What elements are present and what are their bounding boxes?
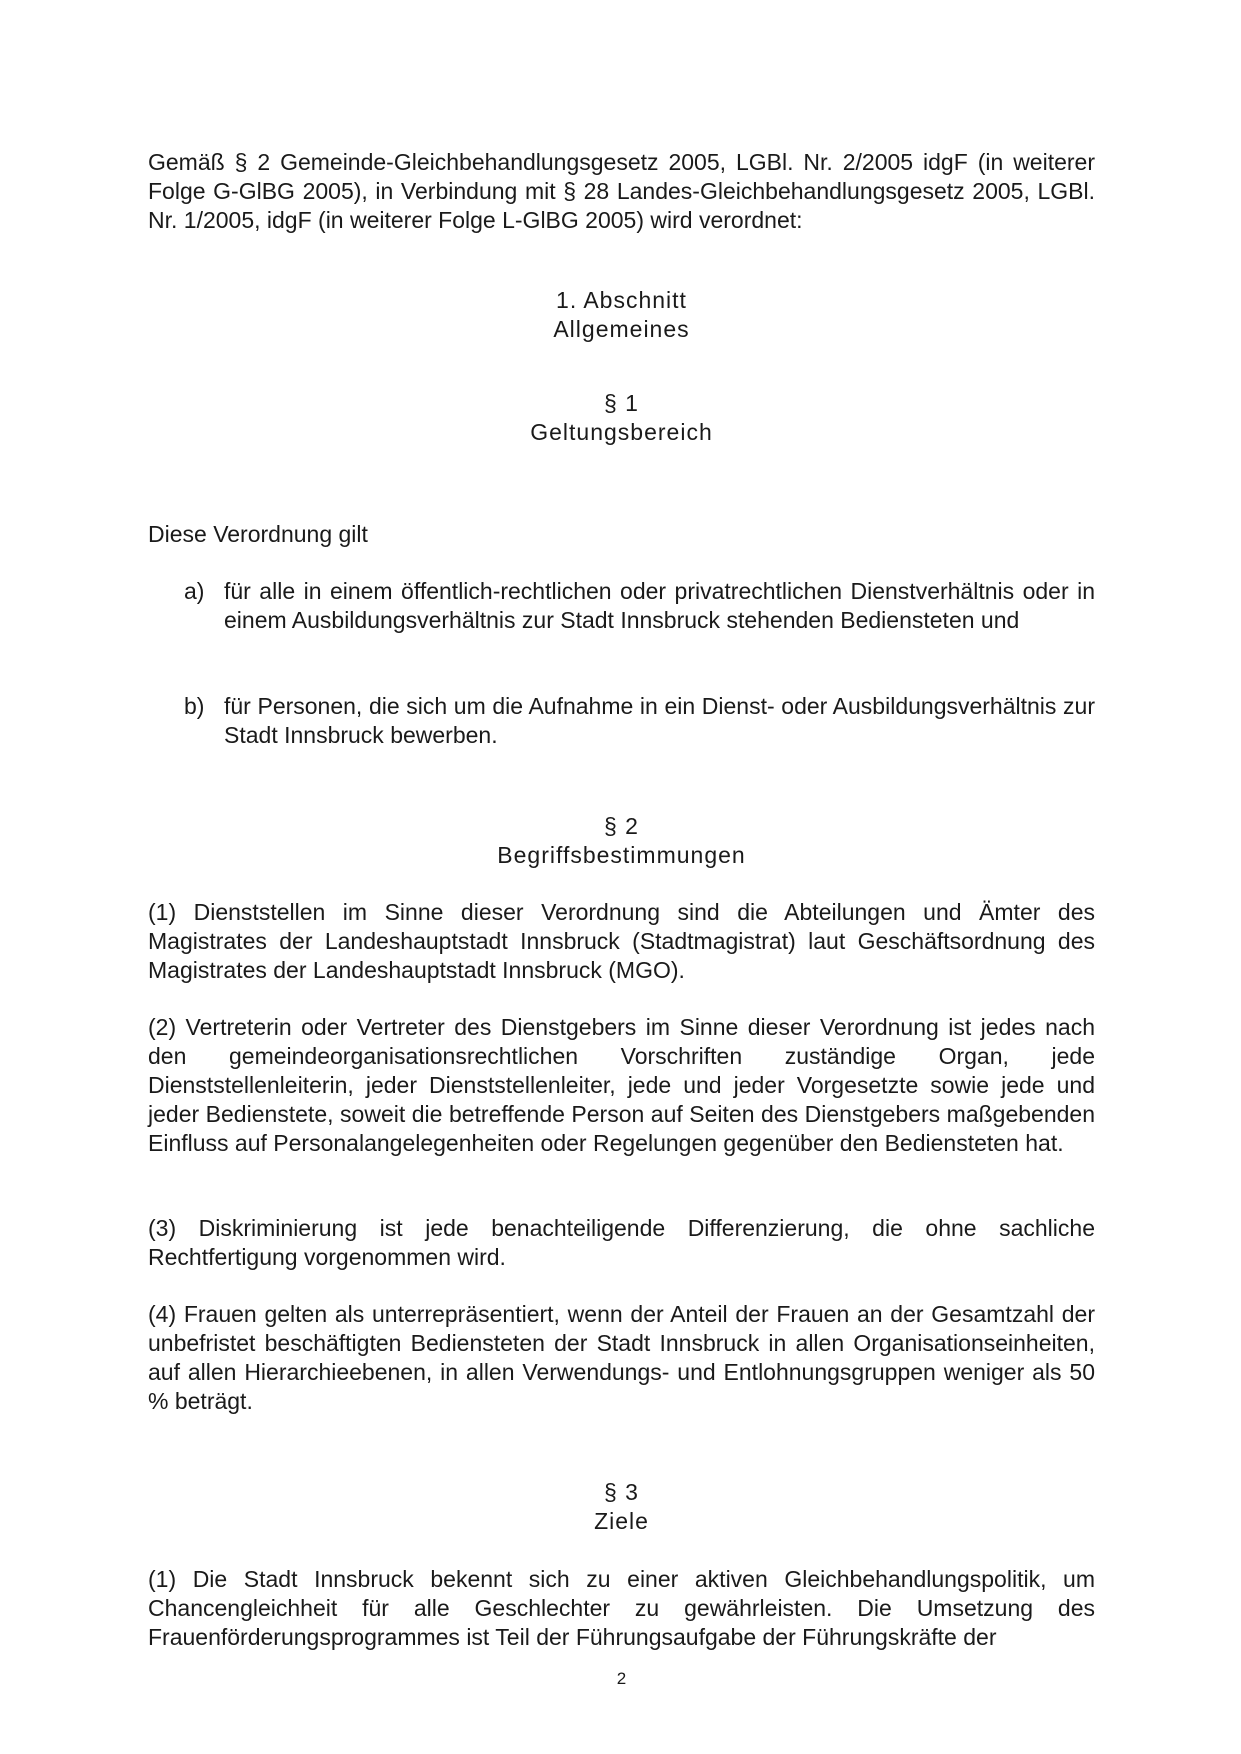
paragraph-heading-2 — [148, 812, 1095, 870]
list-text: für Personen, die sich um die Aufnahme in ein Dienst- oder Ausbildungsverhältnis zur Stadt Innsbruck bewerben. — [224, 693, 1095, 748]
section-heading — [148, 286, 1095, 344]
paragraph-number: § 3 — [604, 1479, 639, 1505]
list-marker: b) — [184, 693, 205, 719]
paragraph-title: Begriffsbestimmungen — [497, 842, 746, 868]
list-marker: a) — [184, 578, 205, 604]
paragraph-heading-1 — [148, 389, 1095, 447]
paragraph-heading-3 — [148, 1478, 1095, 1536]
section-title: Allgemeines — [553, 316, 690, 342]
clause-paragraph: (3) Diskriminierung ist jede benachteiligende Differenzierung, die ohne sachliche Rechtfertigung vorgenommen wird. — [148, 1215, 1095, 1270]
clause-paragraph: (1) Die Stadt Innsbruck bekennt sich zu einer aktiven Gleichbehandlungspolitik, um Chancengleichheit für alle Geschlechter zu gewährleisten. Die Umsetzung des Frauenförderungsprogrammes ist Teil der Führungsaufgabe der Führungskräfte der — [148, 1566, 1095, 1650]
page-number: 2 — [616, 1669, 627, 1688]
clause-paragraph: (2) Vertreterin oder Vertreter des Dienstgebers im Sinne dieser Verordnung ist jedes nach den gemeindeorganisationsrechtlichen Vorschriften zuständige Organ, jede Dienststellenleiterin, jeder Dienststellenleiter, jede und jeder Vorgesetzte sowie jede und jeder Bedienstete, soweit die betreffende Person auf Seiten des Dienstgebers maßgebenden Einfluss auf Personalangelegenheiten oder Regelungen gegenüber den Bediensteten hat. — [148, 1014, 1095, 1156]
section-number: 1. Abschnitt — [556, 287, 687, 313]
paragraph-title: Geltungsbereich — [530, 419, 713, 445]
scope-lead: Diese Verordnung gilt — [148, 521, 368, 547]
paragraph-title: Ziele — [594, 1508, 649, 1534]
clause-paragraph: (4) Frauen gelten als unterrepräsentiert, wenn der Anteil der Frauen an der Gesamtzahl der unbefristet beschäftigten Bediensteten der Stadt Innsbruck in allen Organisationseinheiten, auf allen Hierarchieebenen, in allen Verwendungs- und Entlohnungsgruppen weniger als 50 % beträgt. — [148, 1301, 1095, 1414]
list-text: für alle in einem öffentlich-rechtlichen oder privatrechtlichen Dienstverhältnis oder in einem Ausbildungsverhältnis zur Stadt Innsbruck stehenden Bediensteten und — [224, 578, 1095, 633]
paragraph-number: § 2 — [604, 813, 639, 839]
intro-paragraph: Gemäß § 2 Gemeinde-Gleichbehandlungsgesetz 2005, LGBl. Nr. 2/2005 idgF (in weiterer Folge G-GlBG 2005), in Verbindung mit § 28 Landes-Gleichbehandlungsgesetz 2005, LGBl. Nr. 1/2005, idgF (in weiterer Folge L-GlBG 2005) wird verordnet: — [148, 149, 1095, 233]
paragraph-number: § 1 — [604, 390, 639, 416]
clause-paragraph: (1) Dienststellen im Sinne dieser Verordnung sind die Abteilungen und Ämter des Magistrates der Landeshauptstadt Innsbruck (Stadtmagistrat) laut Geschäftsordnung des Magistrates der Landeshauptstadt Innsbruck (MGO). — [148, 899, 1095, 983]
